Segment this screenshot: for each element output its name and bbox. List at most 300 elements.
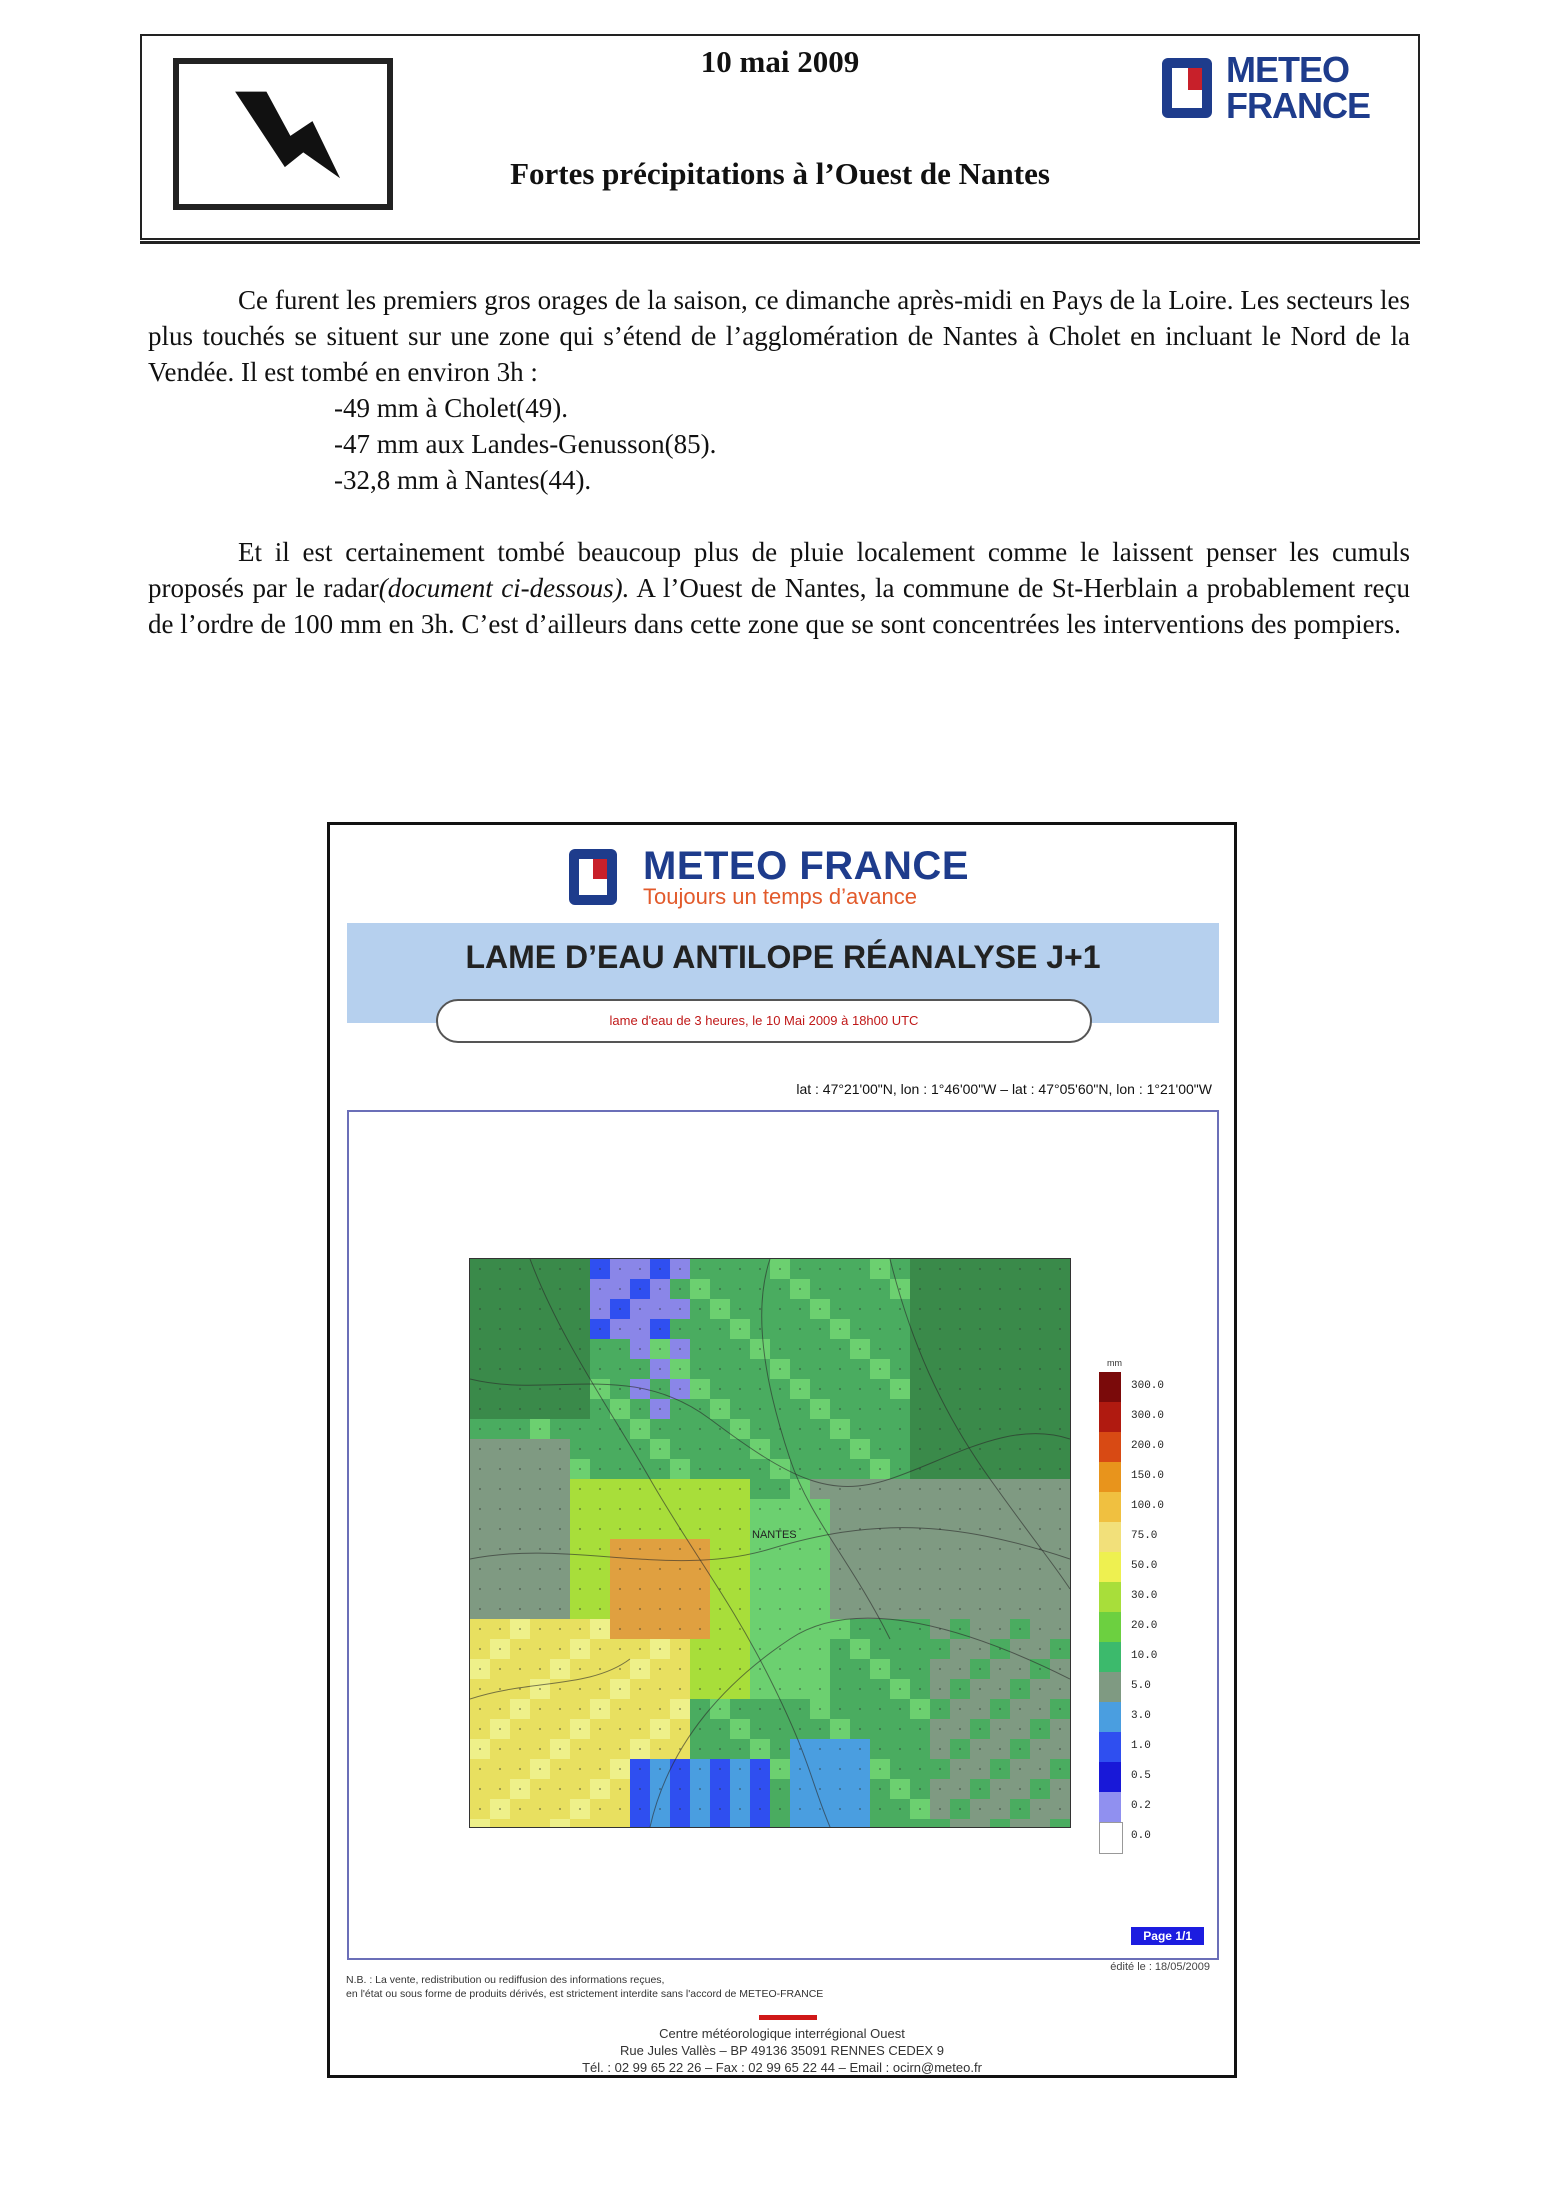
grid-dot: [1019, 1808, 1021, 1810]
grid-dot: [899, 1368, 901, 1370]
legend-swatch: [1099, 1642, 1121, 1672]
grid-dot: [1039, 1528, 1041, 1530]
grid-dot: [779, 1548, 781, 1550]
grid-dot: [679, 1728, 681, 1730]
legend-swatch: [1099, 1672, 1121, 1702]
logo-line-2: FRANCE: [1226, 85, 1370, 126]
grid-dot: [579, 1308, 581, 1310]
grid-dot: [1059, 1428, 1061, 1430]
grid-dot: [479, 1448, 481, 1450]
grid-dot: [519, 1348, 521, 1350]
grid-dot: [1019, 1288, 1021, 1290]
grid-dot: [679, 1708, 681, 1710]
grid-dot: [739, 1748, 741, 1750]
grid-dot: [1019, 1368, 1021, 1370]
grid-dot: [1019, 1648, 1021, 1650]
legend-swatch: [1099, 1762, 1121, 1792]
grid-dot: [639, 1788, 641, 1790]
grid-dot: [819, 1628, 821, 1630]
grid-dot: [939, 1428, 941, 1430]
grid-dot: [619, 1548, 621, 1550]
grid-dot: [719, 1328, 721, 1330]
grid-dot: [679, 1648, 681, 1650]
grid-dot: [799, 1608, 801, 1610]
grid-dot: [739, 1508, 741, 1510]
grid-dot: [619, 1568, 621, 1570]
grid-dot: [479, 1648, 481, 1650]
grid-dot: [1039, 1588, 1041, 1590]
grid-dot: [979, 1328, 981, 1330]
legend-label: 10.0: [1131, 1650, 1158, 1662]
grid-dot: [899, 1608, 901, 1610]
grid-dot: [639, 1328, 641, 1330]
grid-dot: [739, 1408, 741, 1410]
grid-dot: [479, 1668, 481, 1670]
grid-dot: [599, 1548, 601, 1550]
grid-dot: [799, 1488, 801, 1490]
grid-dot: [859, 1608, 861, 1610]
grid-dot: [959, 1408, 961, 1410]
legend-label: 1.0: [1131, 1740, 1151, 1752]
grid-dot: [859, 1688, 861, 1690]
grid-dot: [679, 1588, 681, 1590]
grid-dot: [999, 1448, 1001, 1450]
grid-dot: [519, 1548, 521, 1550]
grid-dot: [919, 1508, 921, 1510]
grid-dot: [819, 1588, 821, 1590]
grid-dot: [1039, 1788, 1041, 1790]
grid-dot: [979, 1348, 981, 1350]
grid-dot: [1019, 1548, 1021, 1550]
grid-dot: [979, 1488, 981, 1490]
legend-label: 5.0: [1131, 1680, 1151, 1692]
grid-dot: [679, 1348, 681, 1350]
grid-dot: [599, 1668, 601, 1670]
grid-dot: [679, 1468, 681, 1470]
grid-dot: [679, 1428, 681, 1430]
grid-dot: [559, 1548, 561, 1550]
grid-dot: [799, 1428, 801, 1430]
grid-dot: [619, 1328, 621, 1330]
grid-dot: [519, 1568, 521, 1570]
legend-swatch: [1099, 1792, 1121, 1822]
grid-dot: [579, 1408, 581, 1410]
grid-dot: [679, 1448, 681, 1450]
grid-dot: [999, 1548, 1001, 1550]
grid-dot: [979, 1628, 981, 1630]
grid-dot: [599, 1468, 601, 1470]
grid-dot: [559, 1708, 561, 1710]
grid-dot: [919, 1768, 921, 1770]
grid-dot: [739, 1328, 741, 1330]
grid-dot: [979, 1808, 981, 1810]
grid-dot: [979, 1568, 981, 1570]
grid-dot: [639, 1448, 641, 1450]
grid-dot: [879, 1368, 881, 1370]
rainfall-cell: [910, 1819, 930, 1827]
grid-dot: [679, 1808, 681, 1810]
grid-dot: [759, 1288, 761, 1290]
grid-dot: [859, 1728, 861, 1730]
grid-dot: [879, 1728, 881, 1730]
grid-dot: [979, 1548, 981, 1550]
grid-dot: [539, 1408, 541, 1410]
grid-dot: [999, 1808, 1001, 1810]
legend-swatch: [1099, 1552, 1121, 1582]
grid-dot: [619, 1688, 621, 1690]
grid-dot: [559, 1608, 561, 1610]
grid-dot: [899, 1808, 901, 1810]
grid-dot: [959, 1368, 961, 1370]
grid-dot: [959, 1628, 961, 1630]
grid-dot: [539, 1768, 541, 1770]
grid-dot: [939, 1268, 941, 1270]
grid-dot: [839, 1448, 841, 1450]
legend-label: 20.0: [1131, 1620, 1158, 1632]
grid-dot: [999, 1668, 1001, 1670]
grid-dot: [879, 1468, 881, 1470]
grid-dot: [579, 1548, 581, 1550]
grid-dot: [699, 1588, 701, 1590]
grid-dot: [859, 1448, 861, 1450]
grid-dot: [619, 1788, 621, 1790]
grid-dot: [479, 1288, 481, 1290]
grid-dot: [939, 1388, 941, 1390]
grid-dot: [599, 1448, 601, 1450]
grid-dot: [1019, 1508, 1021, 1510]
grid-dot: [859, 1328, 861, 1330]
grid-dot: [819, 1608, 821, 1610]
grid-dot: [779, 1788, 781, 1790]
grid-dot: [879, 1808, 881, 1810]
grid-dot: [579, 1808, 581, 1810]
grid-dot: [899, 1468, 901, 1470]
grid-dot: [879, 1348, 881, 1350]
grid-dot: [999, 1308, 1001, 1310]
grid-dot: [559, 1468, 561, 1470]
grid-dot: [979, 1388, 981, 1390]
grid-dot: [759, 1468, 761, 1470]
grid-dot: [839, 1368, 841, 1370]
grid-dot: [659, 1468, 661, 1470]
grid-dot: [559, 1528, 561, 1530]
grid-dot: [1059, 1388, 1061, 1390]
grid-dot: [599, 1728, 601, 1730]
grid-dot: [799, 1568, 801, 1570]
grid-dot: [599, 1288, 601, 1290]
grid-dot: [479, 1328, 481, 1330]
grid-dot: [719, 1748, 721, 1750]
grid-dot: [799, 1588, 801, 1590]
grid-dot: [599, 1308, 601, 1310]
grid-dot: [539, 1308, 541, 1310]
grid-dot: [859, 1668, 861, 1670]
grid-dot: [519, 1328, 521, 1330]
grid-dot: [559, 1508, 561, 1510]
grid-dot: [779, 1348, 781, 1350]
grid-dot: [479, 1688, 481, 1690]
grid-dot: [859, 1288, 861, 1290]
grid-dot: [919, 1708, 921, 1710]
grid-dot: [619, 1648, 621, 1650]
grid-dot: [859, 1268, 861, 1270]
grid-dot: [1059, 1408, 1061, 1410]
grid-dot: [539, 1288, 541, 1290]
grid-dot: [959, 1808, 961, 1810]
grid-dot: [519, 1388, 521, 1390]
grid-dot: [699, 1528, 701, 1530]
grid-dot: [1039, 1288, 1041, 1290]
rainfall-cell: [930, 1819, 950, 1827]
grid-dot: [879, 1568, 881, 1570]
grid-dot: [959, 1728, 961, 1730]
grid-dot: [879, 1648, 881, 1650]
grid-dot: [659, 1488, 661, 1490]
rainfall-cell: [510, 1819, 530, 1827]
grid-dot: [899, 1728, 901, 1730]
grid-dot: [479, 1808, 481, 1810]
grid-dot: [559, 1808, 561, 1810]
grid-dot: [599, 1788, 601, 1790]
grid-dot: [1059, 1588, 1061, 1590]
grid-dot: [719, 1388, 721, 1390]
grid-dot: [719, 1808, 721, 1810]
grid-dot: [659, 1408, 661, 1410]
grid-dot: [839, 1588, 841, 1590]
grid-dot: [899, 1348, 901, 1350]
grid-dot: [819, 1788, 821, 1790]
grid-dot: [759, 1668, 761, 1670]
grid-dot: [619, 1668, 621, 1670]
grid-dot: [599, 1388, 601, 1390]
grid-dot: [559, 1488, 561, 1490]
grid-dot: [619, 1308, 621, 1310]
legend-label: 0.5: [1131, 1770, 1151, 1782]
grid-dot: [999, 1328, 1001, 1330]
grid-dot: [659, 1708, 661, 1710]
grid-dot: [579, 1288, 581, 1290]
grid-dot: [1039, 1628, 1041, 1630]
grid-dot: [659, 1748, 661, 1750]
grid-dot: [639, 1468, 641, 1470]
document-title: Fortes précipitations à l’Ouest de Nantes: [510, 156, 1050, 191]
grid-dot: [919, 1268, 921, 1270]
legend-label: 200.0: [1131, 1440, 1165, 1452]
grid-dot: [759, 1748, 761, 1750]
grid-dot: [859, 1308, 861, 1310]
rainfall-list: [334, 390, 716, 498]
grid-dot: [499, 1508, 501, 1510]
grid-dot: [879, 1308, 881, 1310]
grid-dot: [639, 1608, 641, 1610]
grid-dot: [679, 1608, 681, 1610]
grid-dot: [1019, 1528, 1021, 1530]
grid-dot: [659, 1268, 661, 1270]
grid-dot: [819, 1808, 821, 1810]
grid-dot: [899, 1448, 901, 1450]
grid-dot: [1059, 1468, 1061, 1470]
grid-dot: [579, 1448, 581, 1450]
grid-dot: [879, 1788, 881, 1790]
grid-dot: [1059, 1288, 1061, 1290]
grid-dot: [579, 1568, 581, 1570]
grid-dot: [979, 1368, 981, 1370]
grid-dot: [939, 1548, 941, 1550]
grid-dot: [1039, 1388, 1041, 1390]
grid-dot: [579, 1368, 581, 1370]
grid-dot: [879, 1608, 881, 1610]
grid-dot: [799, 1668, 801, 1670]
grid-dot: [1019, 1388, 1021, 1390]
grid-dot: [639, 1488, 641, 1490]
grid-dot: [639, 1668, 641, 1670]
grid-dot: [699, 1508, 701, 1510]
grid-dot: [679, 1788, 681, 1790]
grid-dot: [979, 1728, 981, 1730]
grid-dot: [959, 1768, 961, 1770]
rainfall-cell: [750, 1819, 770, 1827]
grid-dot: [579, 1768, 581, 1770]
grid-dot: [999, 1388, 1001, 1390]
grid-dot: [819, 1348, 821, 1350]
grid-dot: [959, 1288, 961, 1290]
grid-dot: [739, 1628, 741, 1630]
grid-dot: [939, 1688, 941, 1690]
grid-dot: [719, 1348, 721, 1350]
grid-dot: [999, 1788, 1001, 1790]
meteo-france-mark-icon: [567, 847, 619, 907]
grid-dot: [699, 1788, 701, 1790]
grid-dot: [999, 1468, 1001, 1470]
grid-dot: [959, 1488, 961, 1490]
grid-dot: [659, 1308, 661, 1310]
grid-dot: [979, 1788, 981, 1790]
legend-label: 150.0: [1131, 1470, 1165, 1482]
grid-dot: [719, 1448, 721, 1450]
grid-dot: [719, 1428, 721, 1430]
grid-dot: [639, 1688, 641, 1690]
rainfall-cell: [570, 1819, 590, 1827]
grid-dot: [499, 1748, 501, 1750]
grid-dot: [1039, 1428, 1041, 1430]
grid-dot: [899, 1308, 901, 1310]
grid-dot: [779, 1508, 781, 1510]
grid-dot: [819, 1648, 821, 1650]
grid-dot: [559, 1328, 561, 1330]
grid-dot: [999, 1428, 1001, 1430]
grid-dot: [1039, 1648, 1041, 1650]
grid-dot: [659, 1328, 661, 1330]
grid-dot: [1019, 1448, 1021, 1450]
grid-dot: [519, 1508, 521, 1510]
grid-dot: [959, 1448, 961, 1450]
grid-dot: [479, 1528, 481, 1530]
grid-dot: [939, 1648, 941, 1650]
grid-dot: [499, 1308, 501, 1310]
grid-dot: [659, 1448, 661, 1450]
grid-dot: [619, 1488, 621, 1490]
grid-dot: [979, 1408, 981, 1410]
grid-dot: [479, 1388, 481, 1390]
grid-dot: [1019, 1308, 1021, 1310]
grid-dot: [819, 1428, 821, 1430]
grid-dot: [759, 1548, 761, 1550]
grid-dot: [639, 1428, 641, 1430]
grid-dot: [859, 1628, 861, 1630]
grid-dot: [539, 1368, 541, 1370]
grid-dot: [739, 1368, 741, 1370]
grid-dot: [819, 1448, 821, 1450]
grid-dot: [999, 1488, 1001, 1490]
grid-dot: [879, 1628, 881, 1630]
grid-dot: [1039, 1268, 1041, 1270]
grid-dot: [1019, 1328, 1021, 1330]
grid-dot: [619, 1508, 621, 1510]
grid-dot: [559, 1268, 561, 1270]
grid-dot: [479, 1728, 481, 1730]
grid-dot: [479, 1768, 481, 1770]
grid-dot: [839, 1628, 841, 1630]
grid-dot: [779, 1628, 781, 1630]
grid-dot: [599, 1368, 601, 1370]
grid-dot: [599, 1328, 601, 1330]
grid-dot: [759, 1628, 761, 1630]
meteo-france-wordmark: [1226, 49, 1370, 126]
grid-dot: [519, 1408, 521, 1410]
grid-dot: [1039, 1308, 1041, 1310]
legend-swatch: [1099, 1582, 1121, 1612]
legend-label: 100.0: [1131, 1500, 1165, 1512]
grid-dot: [999, 1348, 1001, 1350]
grid-dot: [659, 1768, 661, 1770]
rainfall-cell: [970, 1819, 990, 1827]
grid-dot: [599, 1708, 601, 1710]
grid-dot: [979, 1688, 981, 1690]
grid-dot: [659, 1288, 661, 1290]
grid-dot: [879, 1708, 881, 1710]
grid-dot: [559, 1408, 561, 1410]
grid-dot: [599, 1768, 601, 1770]
list-item: -32,8 mm à Nantes(44).: [334, 465, 592, 495]
grid-dot: [519, 1628, 521, 1630]
grid-dot: [559, 1688, 561, 1690]
grid-dot: [819, 1568, 821, 1570]
grid-dot: [879, 1688, 881, 1690]
grid-dot: [939, 1728, 941, 1730]
grid-dot: [859, 1648, 861, 1650]
grid-dot: [879, 1428, 881, 1430]
grid-dot: [939, 1588, 941, 1590]
legend-label: 30.0: [1131, 1590, 1158, 1602]
grid-dot: [799, 1728, 801, 1730]
grid-dot: [959, 1568, 961, 1570]
grid-dot: [499, 1688, 501, 1690]
grid-dot: [799, 1688, 801, 1690]
page-indicator: Page 1/1: [1131, 1927, 1204, 1945]
grid-dot: [879, 1408, 881, 1410]
grid-dot: [499, 1608, 501, 1610]
grid-dot: [1039, 1508, 1041, 1510]
grid-dot: [779, 1308, 781, 1310]
grid-dot: [879, 1668, 881, 1670]
grid-dot: [739, 1448, 741, 1450]
grid-dot: [599, 1428, 601, 1430]
grid-dot: [819, 1368, 821, 1370]
grid-dot: [599, 1628, 601, 1630]
grid-dot: [539, 1448, 541, 1450]
grid-dot: [779, 1648, 781, 1650]
grid-dot: [699, 1548, 701, 1550]
